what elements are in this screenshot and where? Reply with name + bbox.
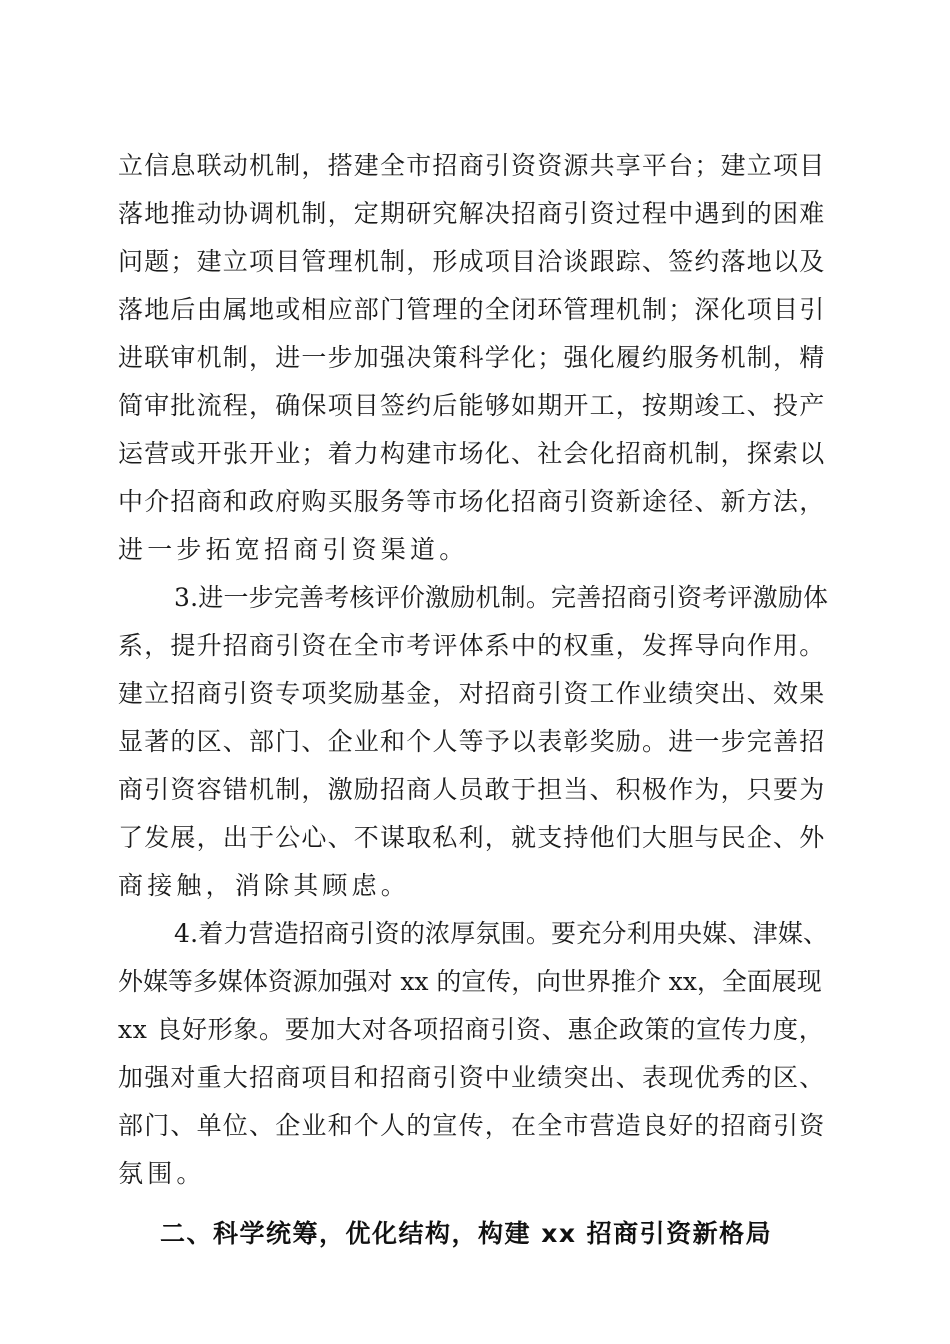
text-line: 落地后由属地或相应部门管理的全闭环管理机制；深化项目引 (118, 295, 826, 324)
text-line: 立信息联动机制，搭建全市招商引资资源共享平台；建立项目 (118, 151, 826, 180)
text-line: 了发展，出于公心、不谋取私利，就支持他们大胆与民企、外 (118, 823, 826, 852)
paragraph-evaluation-incentives (118, 574, 828, 910)
text-line: 简审批流程，确保项目签约后能够如期开工，按期竣工、投产 (118, 391, 826, 420)
text-line: 建立招商引资专项奖励基金，对招商引资工作业绩突出、效果 (118, 679, 826, 708)
text-line: 运营或开张开业；着力构建市场化、社会化招商机制，探索以 (118, 439, 826, 468)
text-line: 进联审机制，进一步加强决策科学化；强化履约服务机制，精 (118, 343, 826, 372)
text-line: 4.着力营造招商引资的浓厚氛围。要充分利用央媒、津媒、 (174, 919, 829, 948)
paragraph-atmosphere (118, 910, 828, 1198)
text-line: 进一步拓宽招商引资渠道。 (118, 535, 469, 564)
section-heading: 二、科学统筹，优化结构，构建 xx 招商引资新格局 (160, 1219, 773, 1248)
text-line: 商接触，消除其顾虑。 (118, 871, 411, 900)
text-line: 外媒等多媒体资源加强对 xx 的宣传，向世界推介 xx，全面展现 (118, 967, 822, 996)
text-line: 3.进一步完善考核评价激励机制。完善招商引资考评激励体 (174, 583, 829, 612)
document-body (118, 142, 828, 1258)
text-line: 问题；建立项目管理机制，形成项目洽谈跟踪、签约落地以及 (118, 247, 826, 276)
text-line: 加强对重大招商项目和招商引资中业绩突出、表现优秀的区、 (118, 1063, 826, 1092)
text-line: 部门、单位、企业和个人的宣传，在全市营造良好的招商引资 (118, 1111, 826, 1140)
text-line: 系，提升招商引资在全市考评体系中的权重，发挥导向作用。 (118, 631, 826, 660)
text-line: 显著的区、部门、企业和个人等予以表彰奖励。进一步完善招 (118, 727, 826, 756)
text-line: 氛围。 (118, 1159, 206, 1188)
text-line: 商引资容错机制，激励招商人员敢于担当、积极作为，只要为 (118, 775, 826, 804)
text-line: 落地推动协调机制，定期研究解决招商引资过程中遇到的困难 (118, 199, 826, 228)
text-line: xx 良好形象。要加大对各项招商引资、惠企政策的宣传力度， (118, 1015, 825, 1044)
paragraph-mechanisms (118, 142, 828, 574)
text-line: 中介招商和政府购买服务等市场化招商引资新途径、新方法， (118, 487, 826, 516)
